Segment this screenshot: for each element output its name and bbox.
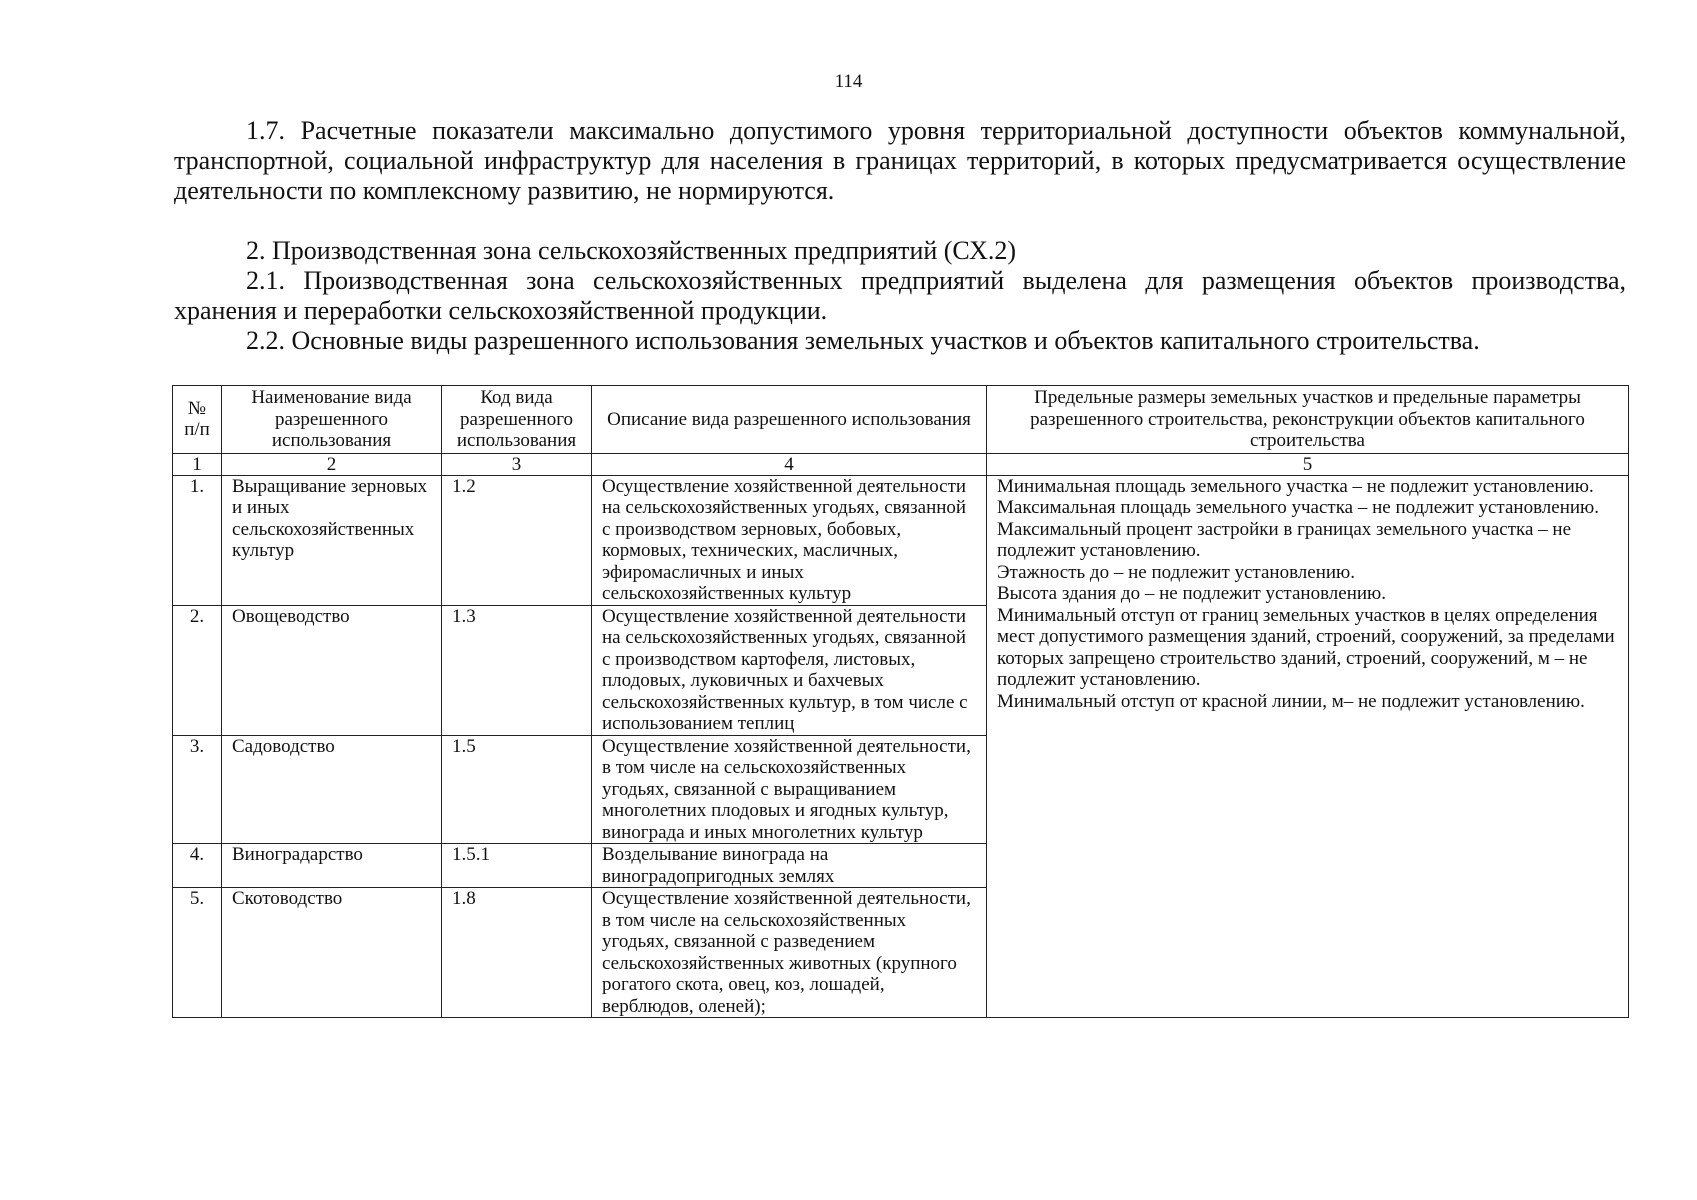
use-code: 1.2 — [442, 475, 592, 605]
parameter-min-area: Минимальная площадь земельного участка – не подлежит установлению. — [997, 475, 1594, 497]
use-name: Садоводство — [222, 735, 442, 844]
header-use-description: Описание вида разрешенного использования — [592, 386, 987, 454]
parameter-max-area: Максимальная площадь земельного участка – не подлежит установлению. — [997, 497, 1599, 518]
use-description: Осуществление хозяйственной деятельности, в том числе на сельскохозяйственных угодьях, связанной с разведением сельскохозяйственных животных (крупного рогатого скота, овец, коз, лошадей, верблюдов, оленей); — [592, 888, 987, 1018]
parameter-height: Высота здания до – не подлежит установлению. — [997, 583, 1386, 604]
use-description: Осуществление хозяйственной деятельности на сельскохозяйственных угодьях, связанной с производством картофеля, листовых, плодовых, луковичных и бахчевых сельскохозяйственных культур, в том числе с использованием теплиц — [592, 605, 987, 735]
parameter-floors: Этажность до – не подлежит установлению. — [997, 561, 1355, 583]
row-number: 1. — [173, 475, 222, 605]
use-name: Овощеводство — [222, 605, 442, 735]
column-number: 2 — [222, 453, 442, 475]
page-number: 114 — [834, 71, 863, 92]
row-number: 4. — [173, 844, 222, 888]
use-description: Осуществление хозяйственной деятельности на сельскохозяйственных угодьях, связанной с производством зерновых, бобовых, кормовых, технических, масличных, эфиромасличных и иных сельскохозяйственных культур — [592, 475, 987, 605]
table-header-row — [173, 386, 1629, 454]
parameters-cell — [987, 475, 1629, 1018]
parameter-max-coverage: Максимальный процент застройки в границах земельного участка – не подлежит установлению. — [997, 518, 1572, 561]
parameter-red-line-setback: Минимальный отступ от красной линии, м– не подлежит установлению. — [997, 690, 1585, 712]
column-number: 3 — [442, 453, 592, 475]
row-number: 5. — [173, 888, 222, 1018]
use-name: Выращивание зерновых и иных сельскохозяйственных культур — [222, 475, 442, 605]
parameter-boundary-setback: Минимальный отступ от границ земельных участков в целях определения мест допустимого размещения зданий, строений, сооружений, за пределами которых запрещено строительство зданий, строений, сооружений, м – не подлежит установлению. — [997, 604, 1615, 690]
row-number: 3. — [173, 735, 222, 844]
header-use-name: Наименование вида разрешенного использования — [222, 386, 442, 454]
use-description: Возделывание винограда на виноградопригодных землях — [592, 844, 987, 888]
paragraph-2-2: 2.2. Основные виды разрешенного использования земельных участков и объектов капитального строительства. — [246, 326, 1480, 355]
column-number: 5 — [987, 453, 1629, 475]
paragraph-1-7: 1.7. Расчетные показатели максимально допустимого уровня территориальной доступности объектов коммунальной, транспортной, социальной инфраструктур для населения в границах территорий, в которых предусматривается осуществление деятельности по комплексному развитию, не нормируются. — [174, 116, 1626, 205]
section-2 — [174, 236, 1626, 356]
column-number: 4 — [592, 453, 987, 475]
use-code: 1.8 — [442, 888, 592, 1018]
use-name: Скотоводство — [222, 888, 442, 1018]
column-number-row — [173, 453, 1629, 475]
row-number: 2. — [173, 605, 222, 735]
land-use-table — [172, 385, 1629, 1018]
zone-heading: 2. Производственная зона сельскохозяйственных предприятий (СХ.2) — [246, 236, 1017, 265]
header-use-code: Код вида разрешенного использования — [442, 386, 592, 454]
use-code: 1.3 — [442, 605, 592, 735]
paragraph-2-1: 2.1. Производственная зона сельскохозяйственных предприятий выделена для размещения объектов производства, хранения и переработки сельскохозяйственной продукции. — [174, 266, 1626, 325]
use-code: 1.5 — [442, 735, 592, 844]
section-1-7 — [174, 116, 1626, 206]
header-parameters: Предельные размеры земельных участков и предельные параметры разрешенного строительства, реконструкции объектов капитального строительства — [987, 386, 1629, 454]
use-name: Виноградарство — [222, 844, 442, 888]
table-row — [173, 475, 1629, 605]
use-description: Осуществление хозяйственной деятельности, в том числе на сельскохозяйственных угодьях, связанной с выращиванием многолетних плодовых и ягодных культур, винограда и иных многолетних культур — [592, 735, 987, 844]
use-code: 1.5.1 — [442, 844, 592, 888]
header-number: № п/п — [173, 386, 222, 454]
column-number: 1 — [173, 453, 222, 475]
